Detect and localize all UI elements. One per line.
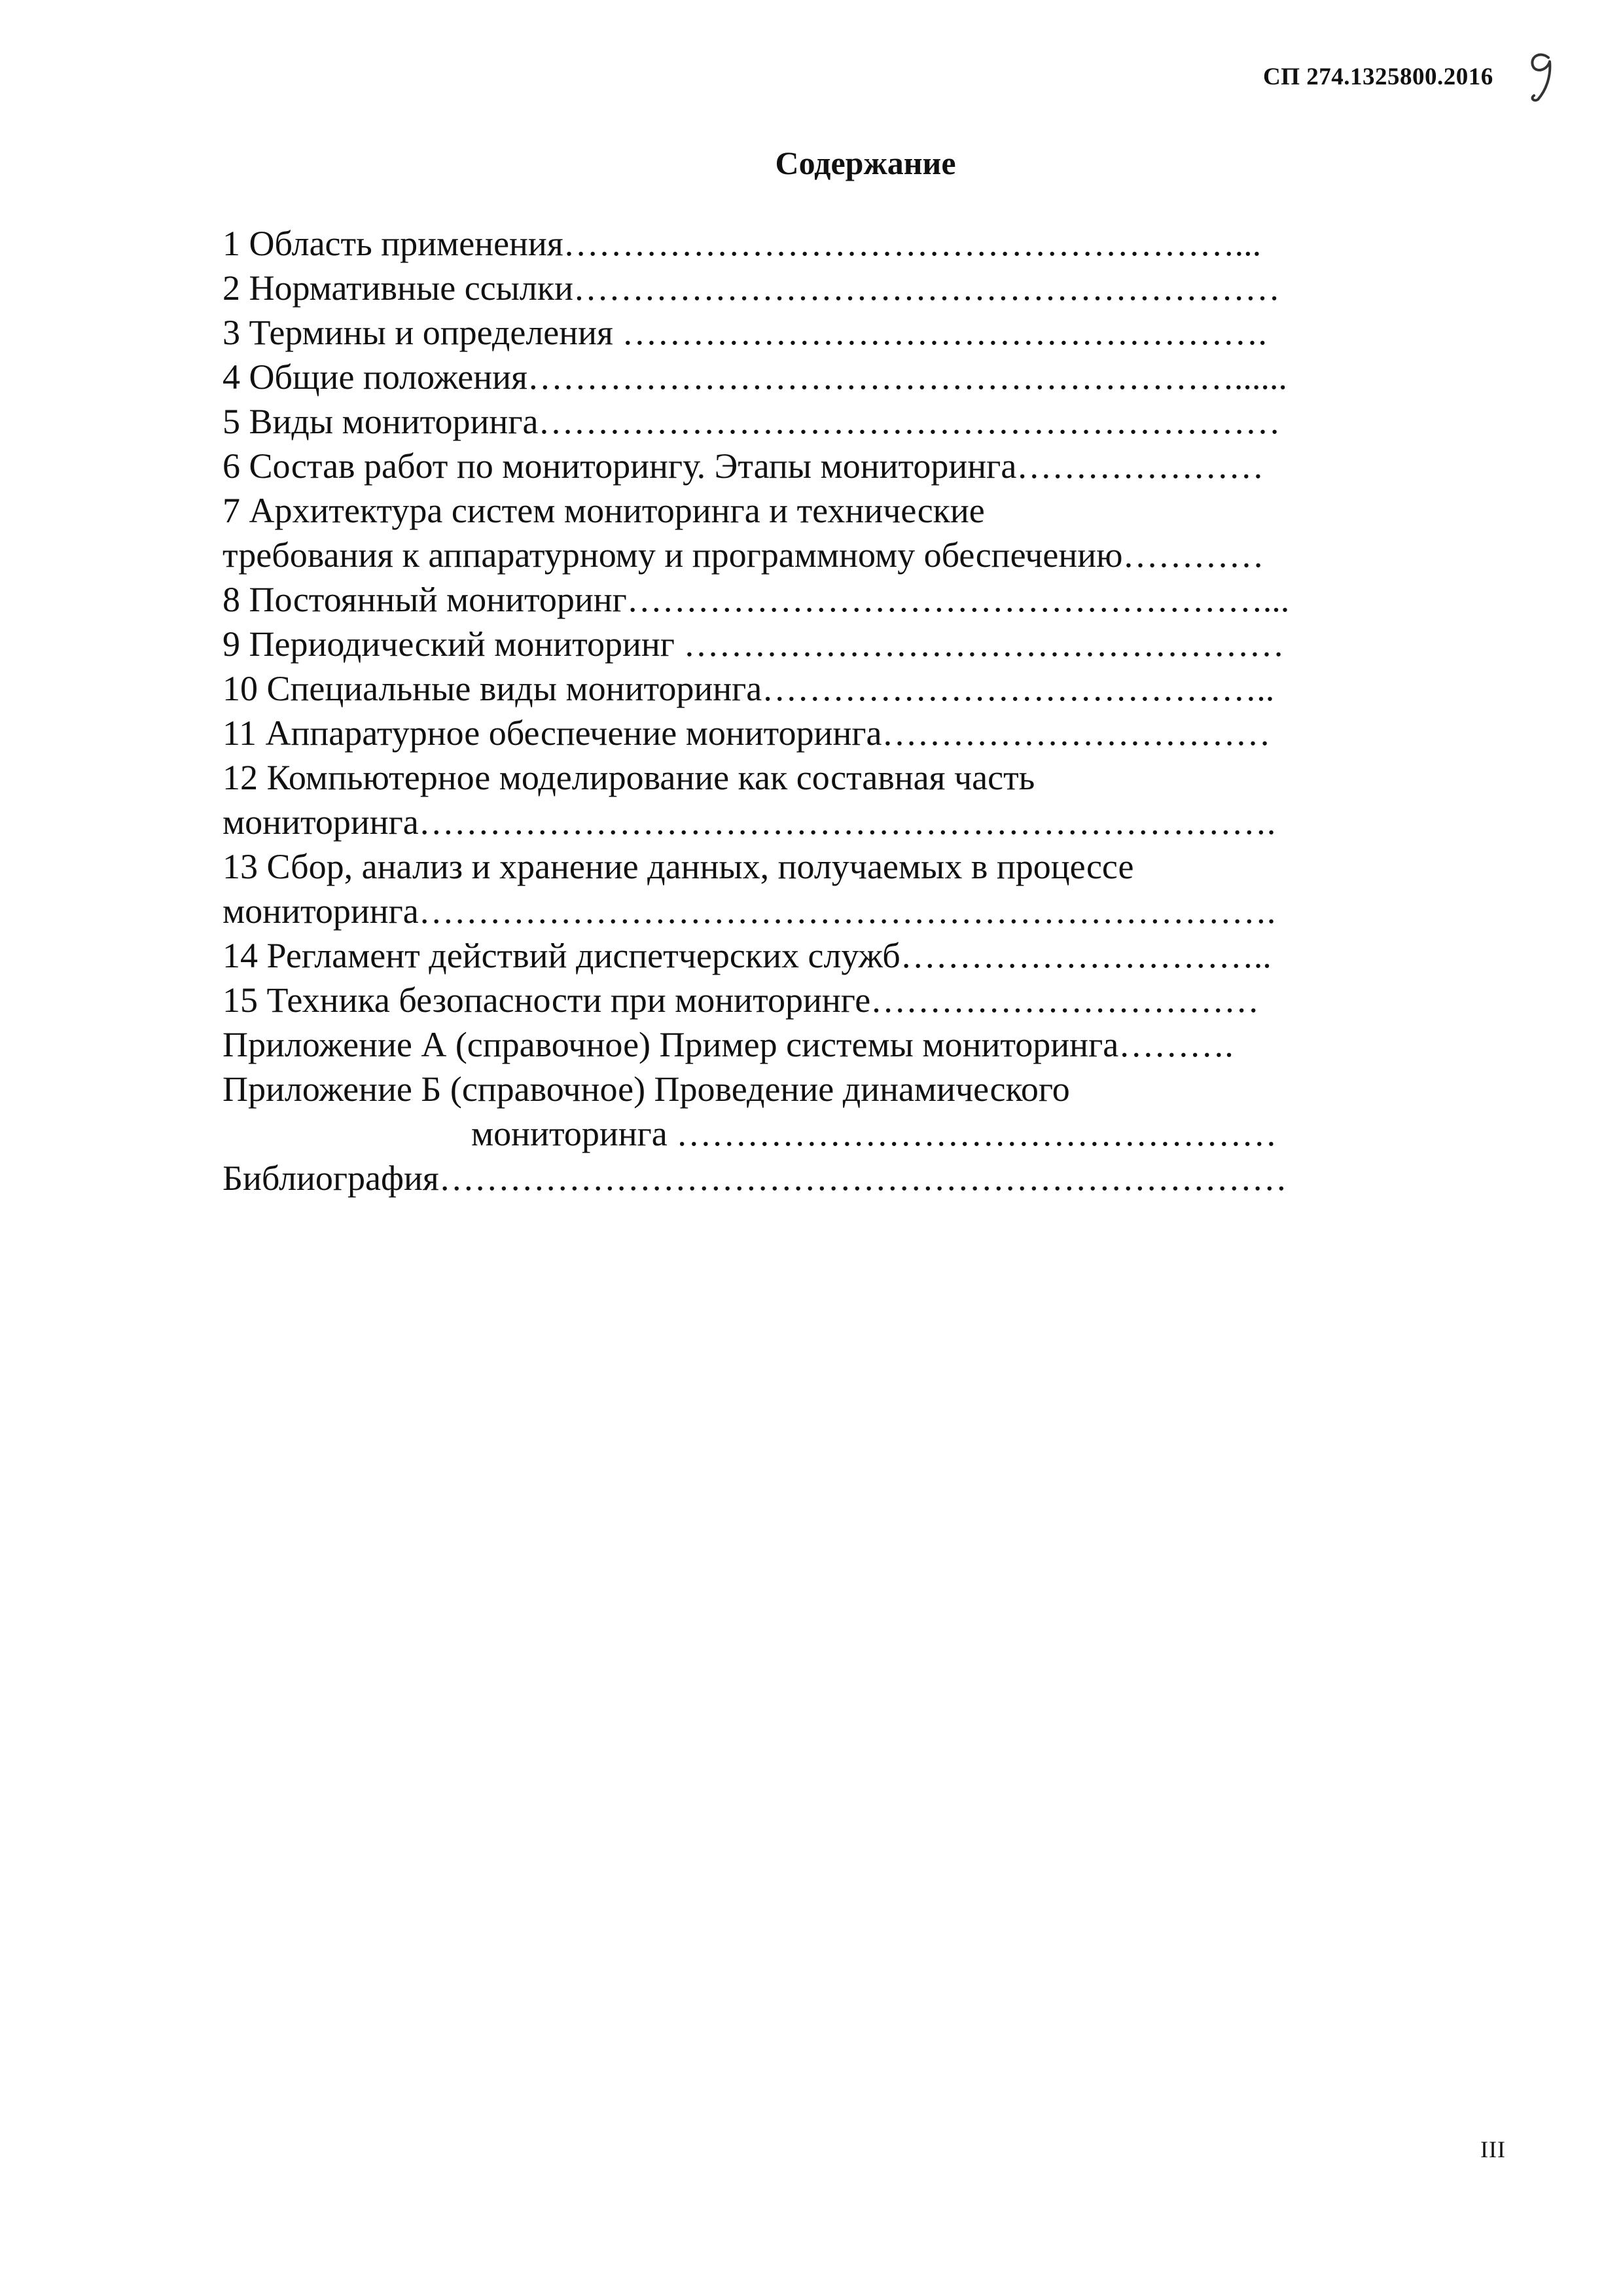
toc-entry: 15 Техника безопасности при мониторинге……………………………: [223, 980, 1260, 1020]
toc-entry: 1 Область применения…………………………………………………...: [223, 224, 1262, 263]
toc-entry: 5 Виды мониторинга………………………………………………………: [223, 402, 1281, 441]
toc-entry-continuation: мониторинга……………………………………………………………….: [223, 802, 1276, 842]
toc-title: Содержание: [775, 145, 956, 181]
document-code: СП 274.1325800.2016: [1263, 63, 1493, 90]
toc-entry: 4 Общие положения……………………………………………………......: [223, 357, 1287, 397]
toc-entry: 2 Нормативные ссылки……………………………………………………: [223, 268, 1280, 308]
toc-entry-continuation: требования к аппаратурному и программному обеспечению…………: [223, 535, 1264, 575]
toc-entry-continuation: мониторинга ……………………………………………: [471, 1114, 1277, 1153]
table-of-contents: [223, 221, 1414, 1200]
toc-entry: 8 Постоянный мониторинг………………………………………………...: [223, 580, 1290, 619]
toc-entry: 13 Сбор, анализ и хранение данных, получаемых в процессе: [223, 847, 1134, 886]
toc-entry: 11 Аппаратурное обеспечение мониторинга……………………………: [223, 713, 1271, 753]
toc-entry: 3 Термины и определения ……………………………………………….: [223, 313, 1267, 352]
toc-entry: 9 Периодический мониторинг ……………………………………………: [223, 624, 1285, 664]
toc-entry: 10 Специальные виды мониторинга……………………………………..: [223, 669, 1275, 708]
toc-entry: 14 Регламент действий диспетчерских служб…………………………..: [223, 936, 1272, 975]
toc-entry: 12 Компьютерное моделирование как составная часть: [223, 758, 1035, 797]
toc-entry: Приложение А (справочное) Пример системы мониторинга……….: [223, 1025, 1234, 1064]
toc-entry: Приложение Б (справочное) Проведение динамического: [223, 1069, 1070, 1109]
toc-entry: Библиография………………………………………………………………: [223, 1158, 1287, 1198]
page-number: III: [1480, 2136, 1506, 2162]
toc-entry: 6 Состав работ по мониторингу. Этапы мониторинга…………………: [223, 446, 1264, 486]
toc-entry: 7 Архитектура систем мониторинга и технические: [223, 491, 985, 530]
handwritten-page-number-mark: [1525, 48, 1558, 103]
toc-entry-continuation: мониторинга……………………………………………………………….: [223, 891, 1276, 931]
